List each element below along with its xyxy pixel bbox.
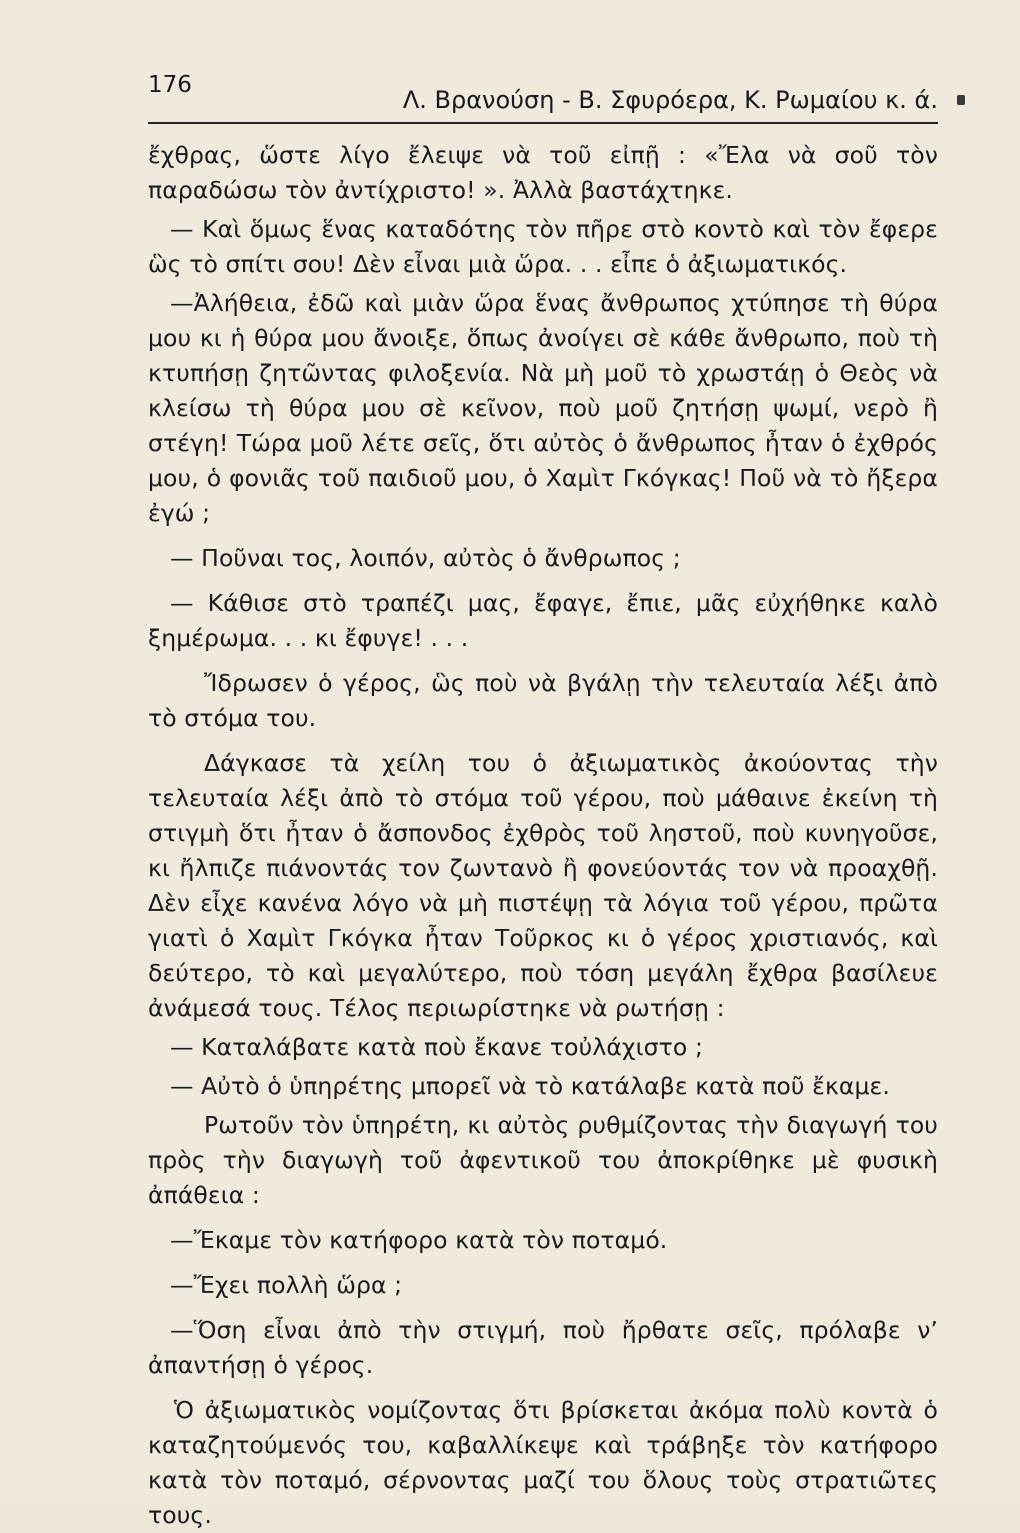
page-number: 176 — [148, 72, 192, 98]
paragraph: —Ὅση εἶναι ἀπὸ τὴν στιγμή, ποὺ ἤρθατε σεῖς, πρόλαβε ν’ ἀπαντήσῃ ὁ γέρος. — [148, 1316, 938, 1379]
paragraph: — Καταλάβατε κατὰ ποὺ ἔκανε τοὐλάχιστο ; — [170, 1033, 703, 1061]
page-header — [148, 72, 938, 124]
paragraph: — Κάθισε στὸ τραπέζι μας, ἔφαγε, ἔπιε, μᾶς εὐχήθηκε καλὸ ξημέρωμα. . . κι ἔφυγε! . . . — [148, 589, 938, 652]
page-body — [148, 138, 938, 1533]
paragraph: Δάγκασε τὰ χείλη του ὁ ἀξιωματικὸς ἀκούοντας τὴν τελευταία λέξι ἀπὸ τὸ στόμα τοῦ γέρου, ποὺ μάθαινε ἐκείνη τὴ στιγμὴ ὅτι ἦταν ὁ ἄσπονδος ἐχθρὸς τοῦ ληστοῦ, ποὺ κυνηγοῦσε, κι ἤλπιζε πιάνοντάς τον ζωντανὸ ἢ φονεύοντάς τον νὰ προαχθῇ. Δὲν εἶχε κανένα λόγο νὰ μὴ πιστέψῃ τὰ λόγια τοῦ γέρου, πρῶτα γιατὶ ὁ Χαμὶτ Γκόγκα ἦταν Τοῦρκος κι ὁ γέρος χριστιανός, καὶ δεύτερο, τὸ καὶ μεγαλύτερο, ποὺ τόση μεγάλη ἔχθρα βασίλευε ἀνάμεσά τους. Τέλος περιωρίστηκε νὰ ρωτήσῃ : — [148, 749, 938, 1022]
paragraph: —Ἀλήθεια, ἐδῶ καὶ μιὰν ὥρα ἕνας ἄνθρωπος χτύπησε τὴ θύρα μου κι ἡ θύρα μου ἄνοιξε, ὅπως ἀνοίγει σὲ κάθε ἄνθρωπο, ποὺ τὴ κτυπήσῃ ζητῶντας φιλοξενία. Νὰ μὴ μοῦ τὸ χρωστάῃ ὁ Θεὸς νὰ κλείσω τὴ θύρα μου σὲ κεῖνον, ποὺ μοῦ ζητήσῃ ψωμί, νερὸ ἢ στέγη! Τώρα μοῦ λέτε σεῖς, ὅτι αὐτὸς ὁ ἄνθρωπος ἦταν ὁ ἐχθρός μου, ὁ φονιᾶς τοῦ παιδιοῦ μου, ὁ Χαμὶτ Γκόγκας! Ποῦ νὰ τὸ ἤξερα ἐγώ ; — [148, 289, 938, 527]
scan-mark — [957, 95, 965, 105]
paragraph: — Ποῦναι τος, λοιπόν, αὐτὸς ὁ ἄνθρωπος ; — [170, 544, 681, 572]
paragraph: — Αὐτὸ ὁ ὑπηρέτης μπορεῖ νὰ τὸ κατάλαβε κατὰ ποῦ ἔκαμε. — [170, 1072, 890, 1100]
paragraph: ἔχθρας, ὥστε λίγο ἔλειψε νὰ τοῦ εἰπῇ : «Ἔλα νὰ σοῦ τὸν παραδώσω τὸν ἀντίχριστο! ». Ἀλλὰ βαστάχτηκε. — [148, 141, 938, 204]
paragraph: —Ἔκαμε τὸν κατήφορο κατὰ τὸν ποταμό. — [170, 1226, 668, 1254]
running-head: Λ. Βρανούση - Β. Σφυρόερα, Κ. Ρωμαίου κ. ά. — [402, 86, 938, 114]
paragraph: Ὁ ἀξιωματικὸς νομίζοντας ὅτι βρίσκεται ἀκόμα πολὺ κοντὰ ὁ καταζητούμενός του, καβαλλίκεψε καὶ τράβηξε τὸν κατήφορο κατὰ τὸν ποταμό, σέρνοντας μαζί του ὅλους τοὺς στρατιῶτες τους. — [148, 1396, 938, 1529]
paragraph: Ἴδρωσεν ὁ γέρος, ὣς ποὺ νὰ βγάλῃ τὴν τελευταία λέξι ἀπὸ τὸ στόμα του. — [148, 669, 938, 732]
paragraph: Ρωτοῦν τὸν ὑπηρέτη, κι αὐτὸς ρυθμίζοντας τὴν διαγωγή του πρὸς τὴν διαγωγὴ τοῦ ἀφεντικοῦ του ἀποκρίθηκε μὲ φυσικὴ ἀπάθεια : — [148, 1111, 938, 1209]
paragraph: — Καὶ ὅμως ἕνας καταδότης τὸν πῆρε στὸ κοντὸ καὶ τὸν ἔφερε ὣς τὸ σπίτι σου! Δὲν εἶναι μιὰ ὥρα. . . εἶπε ὁ ἀξιωματικός. — [148, 215, 938, 278]
paragraph: —Ἔχει πολλὴ ὥρα ; — [170, 1271, 403, 1299]
